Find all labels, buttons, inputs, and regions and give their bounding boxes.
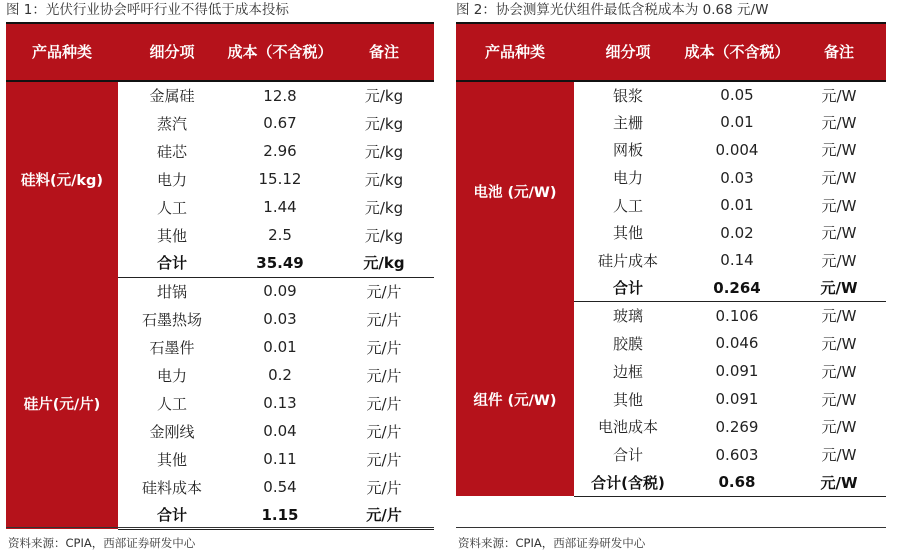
note-cell: 元/W xyxy=(821,334,857,353)
item-cell: 硅芯 xyxy=(156,142,187,161)
table-row xyxy=(456,302,886,330)
note-cell: 元/kg xyxy=(364,170,404,189)
item-cell: 其他 xyxy=(156,450,187,469)
note-cell: 元/片 xyxy=(366,422,402,441)
item-cell: 电力 xyxy=(156,366,187,385)
figure-1 xyxy=(6,0,434,530)
item-cell: 电力 xyxy=(156,170,187,189)
item-cell: 电力 xyxy=(612,169,643,188)
cost-cell: 12.8 xyxy=(226,81,334,109)
category-cell: 硅片(元/片) xyxy=(6,277,118,529)
cost-cell: 0.13 xyxy=(263,394,297,412)
cost-cell: 35.49 xyxy=(226,249,334,277)
figure-2-title: 图 2：协会测算光伏组件最低含税成本为 0.68 元/W xyxy=(456,2,769,18)
note-cell: 元/片 xyxy=(334,277,434,305)
item-cell: 边框 xyxy=(612,362,643,381)
cost-cell: 0.269 xyxy=(715,417,759,436)
header-cost: 成本（不含税） xyxy=(682,23,792,81)
cost-cell: 0.11 xyxy=(263,450,297,468)
header-note: 备注 xyxy=(792,23,886,81)
source-rule-1 xyxy=(6,527,434,528)
source-note-2: 资料来源：CPIA，西部证券研发中心 xyxy=(458,536,646,550)
category-cell: 电池 (元/W) xyxy=(456,81,574,302)
cost-cell: 0.05 xyxy=(682,81,792,109)
cost-cell: 0.106 xyxy=(682,302,792,330)
item-cell: 蒸汽 xyxy=(156,114,187,133)
cost-cell: 0.03 xyxy=(720,168,754,187)
item-cell: 合计 xyxy=(574,274,682,302)
item-cell: 电池成本 xyxy=(597,418,658,437)
table-row xyxy=(456,81,886,109)
note-cell: 元/片 xyxy=(366,338,402,357)
item-cell: 主栅 xyxy=(612,113,643,132)
item-cell: 硅料成本 xyxy=(141,478,202,497)
cost-cell: 0.2 xyxy=(268,366,292,384)
category-cell: 硅料(元/kg) xyxy=(6,81,118,277)
item-cell: 金属硅 xyxy=(118,81,226,109)
item-cell: 其他 xyxy=(156,226,187,245)
item-cell: 网板 xyxy=(612,141,643,160)
item-cell: 坩锅 xyxy=(118,277,226,305)
note-cell: 元/kg xyxy=(334,81,434,109)
note-cell: 元/kg xyxy=(334,249,434,277)
header-category: 产品种类 xyxy=(456,23,574,81)
source-note-1: 资料来源：CPIA，西部证券研发中心 xyxy=(8,536,196,550)
cost-cell: 0.03 xyxy=(263,310,297,328)
cost-table-2 xyxy=(456,22,886,497)
item-cell: 银浆 xyxy=(574,81,682,109)
item-cell: 玻璃 xyxy=(574,302,682,330)
header-cost: 成本（不含税） xyxy=(226,23,334,81)
item-cell: 人工 xyxy=(156,394,187,413)
cost-cell: 2.5 xyxy=(268,226,292,244)
header-item: 细分项 xyxy=(574,23,682,81)
note-cell: 元/片 xyxy=(334,501,434,529)
note-cell: 元/W xyxy=(792,81,886,109)
item-cell: 合计 xyxy=(118,501,226,529)
note-cell: 元/W xyxy=(821,113,857,132)
cost-cell: 0.091 xyxy=(715,362,759,381)
item-cell: 合计 xyxy=(612,446,643,465)
figure-2 xyxy=(456,0,886,497)
note-cell: 元/kg xyxy=(364,114,404,133)
item-cell: 人工 xyxy=(612,196,643,215)
note-cell: 元/kg xyxy=(364,142,404,161)
cost-cell: 0.603 xyxy=(715,445,759,464)
note-cell: 元/W xyxy=(792,302,886,330)
cost-cell: 0.264 xyxy=(682,274,792,302)
cost-cell: 1.44 xyxy=(263,198,297,216)
cost-table-1 xyxy=(6,22,434,530)
category-cell: 组件 (元/W) xyxy=(456,302,574,497)
note-cell: 元/W xyxy=(792,469,886,497)
item-cell: 石墨热场 xyxy=(141,310,202,329)
figure-1-title: 图 1：光伏行业协会呼吁行业不得低于成本投标 xyxy=(6,2,289,18)
item-cell: 硅片成本 xyxy=(597,251,658,270)
note-cell: 元/W xyxy=(821,141,857,160)
note-cell: 元/W xyxy=(821,251,857,270)
note-cell: 元/W xyxy=(821,224,857,243)
cost-cell: 0.02 xyxy=(720,223,754,242)
note-cell: 元/片 xyxy=(366,478,402,497)
note-cell: 元/W xyxy=(821,196,857,215)
cost-cell: 0.01 xyxy=(720,113,754,132)
note-cell: 元/片 xyxy=(366,394,402,413)
cost-cell: 0.091 xyxy=(715,390,759,409)
note-cell: 元/W xyxy=(821,418,857,437)
note-cell: 元/W xyxy=(792,274,886,302)
item-cell: 人工 xyxy=(156,198,187,217)
note-cell: 元/片 xyxy=(366,450,402,469)
note-cell: 元/W xyxy=(821,362,857,381)
cost-cell: 0.67 xyxy=(263,114,297,132)
note-cell: 元/片 xyxy=(366,310,402,329)
header-category: 产品种类 xyxy=(6,23,118,81)
cost-cell: 2.96 xyxy=(263,142,297,160)
cost-cell: 0.004 xyxy=(715,140,759,159)
cost-cell: 0.54 xyxy=(263,478,297,496)
cost-cell: 0.14 xyxy=(720,251,754,270)
header-note: 备注 xyxy=(334,23,434,81)
note-cell: 元/kg xyxy=(364,226,404,245)
header-item: 细分项 xyxy=(118,23,226,81)
cost-cell: 0.046 xyxy=(715,334,759,353)
item-cell: 其他 xyxy=(612,224,643,243)
item-cell: 金刚线 xyxy=(149,422,195,441)
item-cell: 合计(含税) xyxy=(574,469,682,497)
cost-cell: 0.01 xyxy=(720,196,754,215)
item-cell: 合计 xyxy=(118,249,226,277)
item-cell: 胶膜 xyxy=(612,334,643,353)
note-cell: 元/W xyxy=(821,390,857,409)
cost-cell: 0.09 xyxy=(226,277,334,305)
note-cell: 元/W xyxy=(821,169,857,188)
note-cell: 元/W xyxy=(821,446,857,465)
note-cell: 元/片 xyxy=(366,366,402,385)
table-row xyxy=(6,277,434,305)
table-row xyxy=(6,81,434,109)
item-cell: 其他 xyxy=(612,390,643,409)
cost-cell: 0.04 xyxy=(263,422,297,440)
cost-cell: 15.12 xyxy=(258,170,302,188)
cost-cell: 0.68 xyxy=(682,469,792,497)
note-cell: 元/kg xyxy=(364,198,404,217)
cost-cell: 0.01 xyxy=(263,338,297,356)
item-cell: 石墨件 xyxy=(149,338,195,357)
cost-cell: 1.15 xyxy=(226,501,334,529)
source-rule-2 xyxy=(456,527,886,528)
